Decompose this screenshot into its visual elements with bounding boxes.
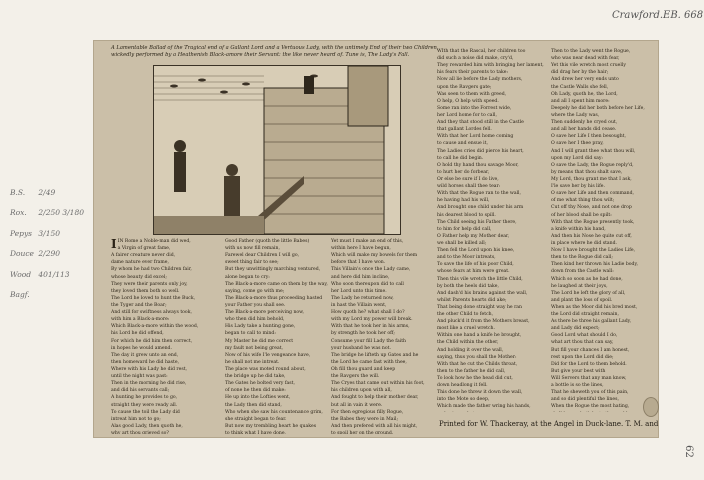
verse-column-1 (111, 238, 233, 434)
margin-note (10, 270, 92, 279)
ballad-sheet (93, 40, 659, 438)
woodcut-scene-icon (154, 66, 400, 234)
margin-note (10, 229, 92, 238)
verse-column-4: WIth that the Rascal, her children too did such a noise did make, cry'd, They rewarded him with bringing her lament, his fears their parents to take: Now all lie before the Lady mothers, upon the Ravgers gate; Was seen to them with greed, O help, O help with speed. Some ran into the Forrest wide, her Lord home for to call, And they that stood still in the Castle that gallant Lordes fell. With that her Lord home coming to cause and ensue it, The Ladies cries did pierce his heart, to call he did begin. O hold thy hand thou savage Moor, to hurt her do forbear, Or else be sure if I do live, wild horses shall thee tear: With that the Rogue ran to the wall, he having had his will, And brought one child under his arm his dearest blood to spill. The Child seeing his Father there, to him for help did call, O Father help my Mother dear, we shall be killed all; Then fell the Lord upon his knee, and to the Moor intreats, To save the life of his poor Child, whose fears at him were great. Then this vile wretch the little Child, by both the heels did take, And dash'd his brains against the wall, whilst Parents hearts did ake; That being done straight way he ran the other Child to fetch, And pluck'd it from the Mothers breast, most like a cruel wretch. Within one hand a knife he brought, the Child within the other, And holding it over the wall, saying, thus you shall the Mother: With that he cut the Childs throat, then to the father he did call, To look how he the head did cut, down headlong it fell. This done he threw it down the wall, into the Mote so deep, Which made the father wring his hands, (437, 49, 544, 410)
margin-note (10, 188, 92, 197)
margin-note (10, 249, 92, 258)
verse-column-3: Yet must I make an end of this, within here I have begun, Which will make my bowels for them before that I have won. This Villain's once the Lady came, and here did him incline, Who soon thereupon did to call her Lord unto this time. The Lady he returned now, in hast the Villain went, How quoth he? what shall I do? with my Lord my power will break. With that he took her in his arms, by strength he took her off; Consume your fill Lady the faith your husband he was not. The bridge he lifteth up Gates and he the Lord he came fast with thee, Oh fill thou guard and keep the Ravgers the will. The Cryes that came out within his foot, his children upon with all, And fought to help their mother dear, but all in vain it were. For then egregious filly Rogue, the Babes they were in Mail; And then prefered with all his might, to spoil her on the ground. (331, 239, 425, 434)
margin-note-key: Pepys (10, 228, 33, 238)
margin-note (10, 290, 92, 299)
margin-note-key: Wood (10, 269, 32, 279)
margin-note-key: Rox. (10, 208, 27, 218)
verse-column-2: Good Father (quoth the little Babes) with us now fill remain, Farewel dear Children I will go, sweet thing fair to see; But they unwittingly marching ventured, alone began to cry: The Black-a-more came on them by the way, saying, come go with me; The Black-a-more thus proceeding hasted your Father you shall see. The Black-a-more perceiving now, who then did him behold, His Lady take a hunting gone, began to call to mind: My Master he did me correct my fault not being great, Now of his wife I'le vengeance have, he shall not me intreat. The place was moted round about, the bridge up he did take, The Gates he bolted very fast, of none he then did make: He up into the Lofties went, the Lady then did stand, Who when she saw his countenance grim, she straight began to fear. But now my trembling heart he quakes to think what I have done, (225, 239, 328, 434)
page-number: 62 (682, 445, 694, 458)
verse-column-5: Then to the Lady went the Rogue, who was near dead with fear, Yet this vile wretch most cruelly did drag her by the hair; And drew her very ends unto the Castle Walls she fell, Oh Lady, quoth he, the Lord, and all I spent him more: Deepely he did her both before her Life, where the Lady was, Then suddenly he cryed out, and all her hands did cease. O save her Life I then besought, O save her I thee pray, And I will grant thee what thou will, upon my Lord did say: O save the Lady, the Rogue reply'd, by means that thou shalt save, My Lord, thou grant me that I ask, I'le save her by his life. O save her Life and then command, of me what thing thou wilt; Cut off thy Nose, and not one drop of her blood shall be spilt: With that the Rogue presently took, a knife within his hand, And then his Nose he quite cut off, in place where he did stand. Now I have brought the Ladies Life, then to the Rogue did call; Then kind her thrown his Ladie body, down from the Castle wall: Which so soon as he had done, he laughed at their joys, The Lord he left the glory of all, and plant the loss of spoil. When as the Moor did his bred most, the Lord did straight remain, As there be three his gallant Lady, and Lady did expect; Good Lord what should I do, what art thou that can say, But fill your chances I am honest, rest upon the Lord did die; Did for the Lord to them behold. But give your best with Will Servers that any man know, a bottle is so the lines, That he sheweth you of this pain, and so did plentiful the lines, When the Rogue the most hating, (551, 49, 645, 410)
margin-note-value: 2/49 (38, 188, 56, 197)
verse-text: IN Rome a Noble-man did wed, a Virgin of great fame, A fairer creature never did, dame nature ever frame, By whom he had two Children fair, whose beauty did excel; They were their parents only joy, they loved them both so well. The Lord he loved to hunt the Buck, the Tyger and the Boar; And still for swiftness always took, with him a Black-a-more: Which Black-a-more within the wood, his Lord he did offend, For which he did him then correct, in hopes he would amend. The day it grew unto an end, then homeward he did haste, Where with his Lady he did rest, until the night was past: Then in the morning he did rise, and did his servants call; A hunting he provides to go, straight they were ready all. To cause the toil the Lady did intreat him not to go; Alas good Lady, then quoth he, why art thou grieved so? (111, 239, 199, 434)
library-stamp-icon (643, 397, 659, 417)
margin-note-value: 401/113 (38, 269, 70, 279)
margin-note (10, 208, 92, 217)
margin-note-value: 3/150 (38, 228, 61, 238)
ballad-title: A Lamentable Ballad of the Tragical end of a Gallant Lord and a Vertuous Lady, with the untimely End of their two Children, wickedly performed by a Heathenish Black-amore their Servant: the like never heard of. Tune is, The Lady's Fall. (111, 45, 439, 59)
margin-note-value: 2/290 (38, 249, 61, 259)
printer-imprint: Printed for W. Thackeray, at the Angel in Duck-lane. T. M. and (439, 420, 659, 428)
margin-note-value: 2/250 3/180 (38, 208, 85, 218)
catalog-reference: Crawford.EB. 668 (612, 10, 704, 21)
woodcut-illustration (153, 65, 401, 235)
margin-notes (10, 188, 92, 310)
margin-note-key: Bagf. (10, 289, 30, 299)
margin-note-key: Douce (10, 249, 34, 259)
drop-cap: I (111, 238, 117, 251)
margin-note-key: B.S. (10, 188, 26, 197)
